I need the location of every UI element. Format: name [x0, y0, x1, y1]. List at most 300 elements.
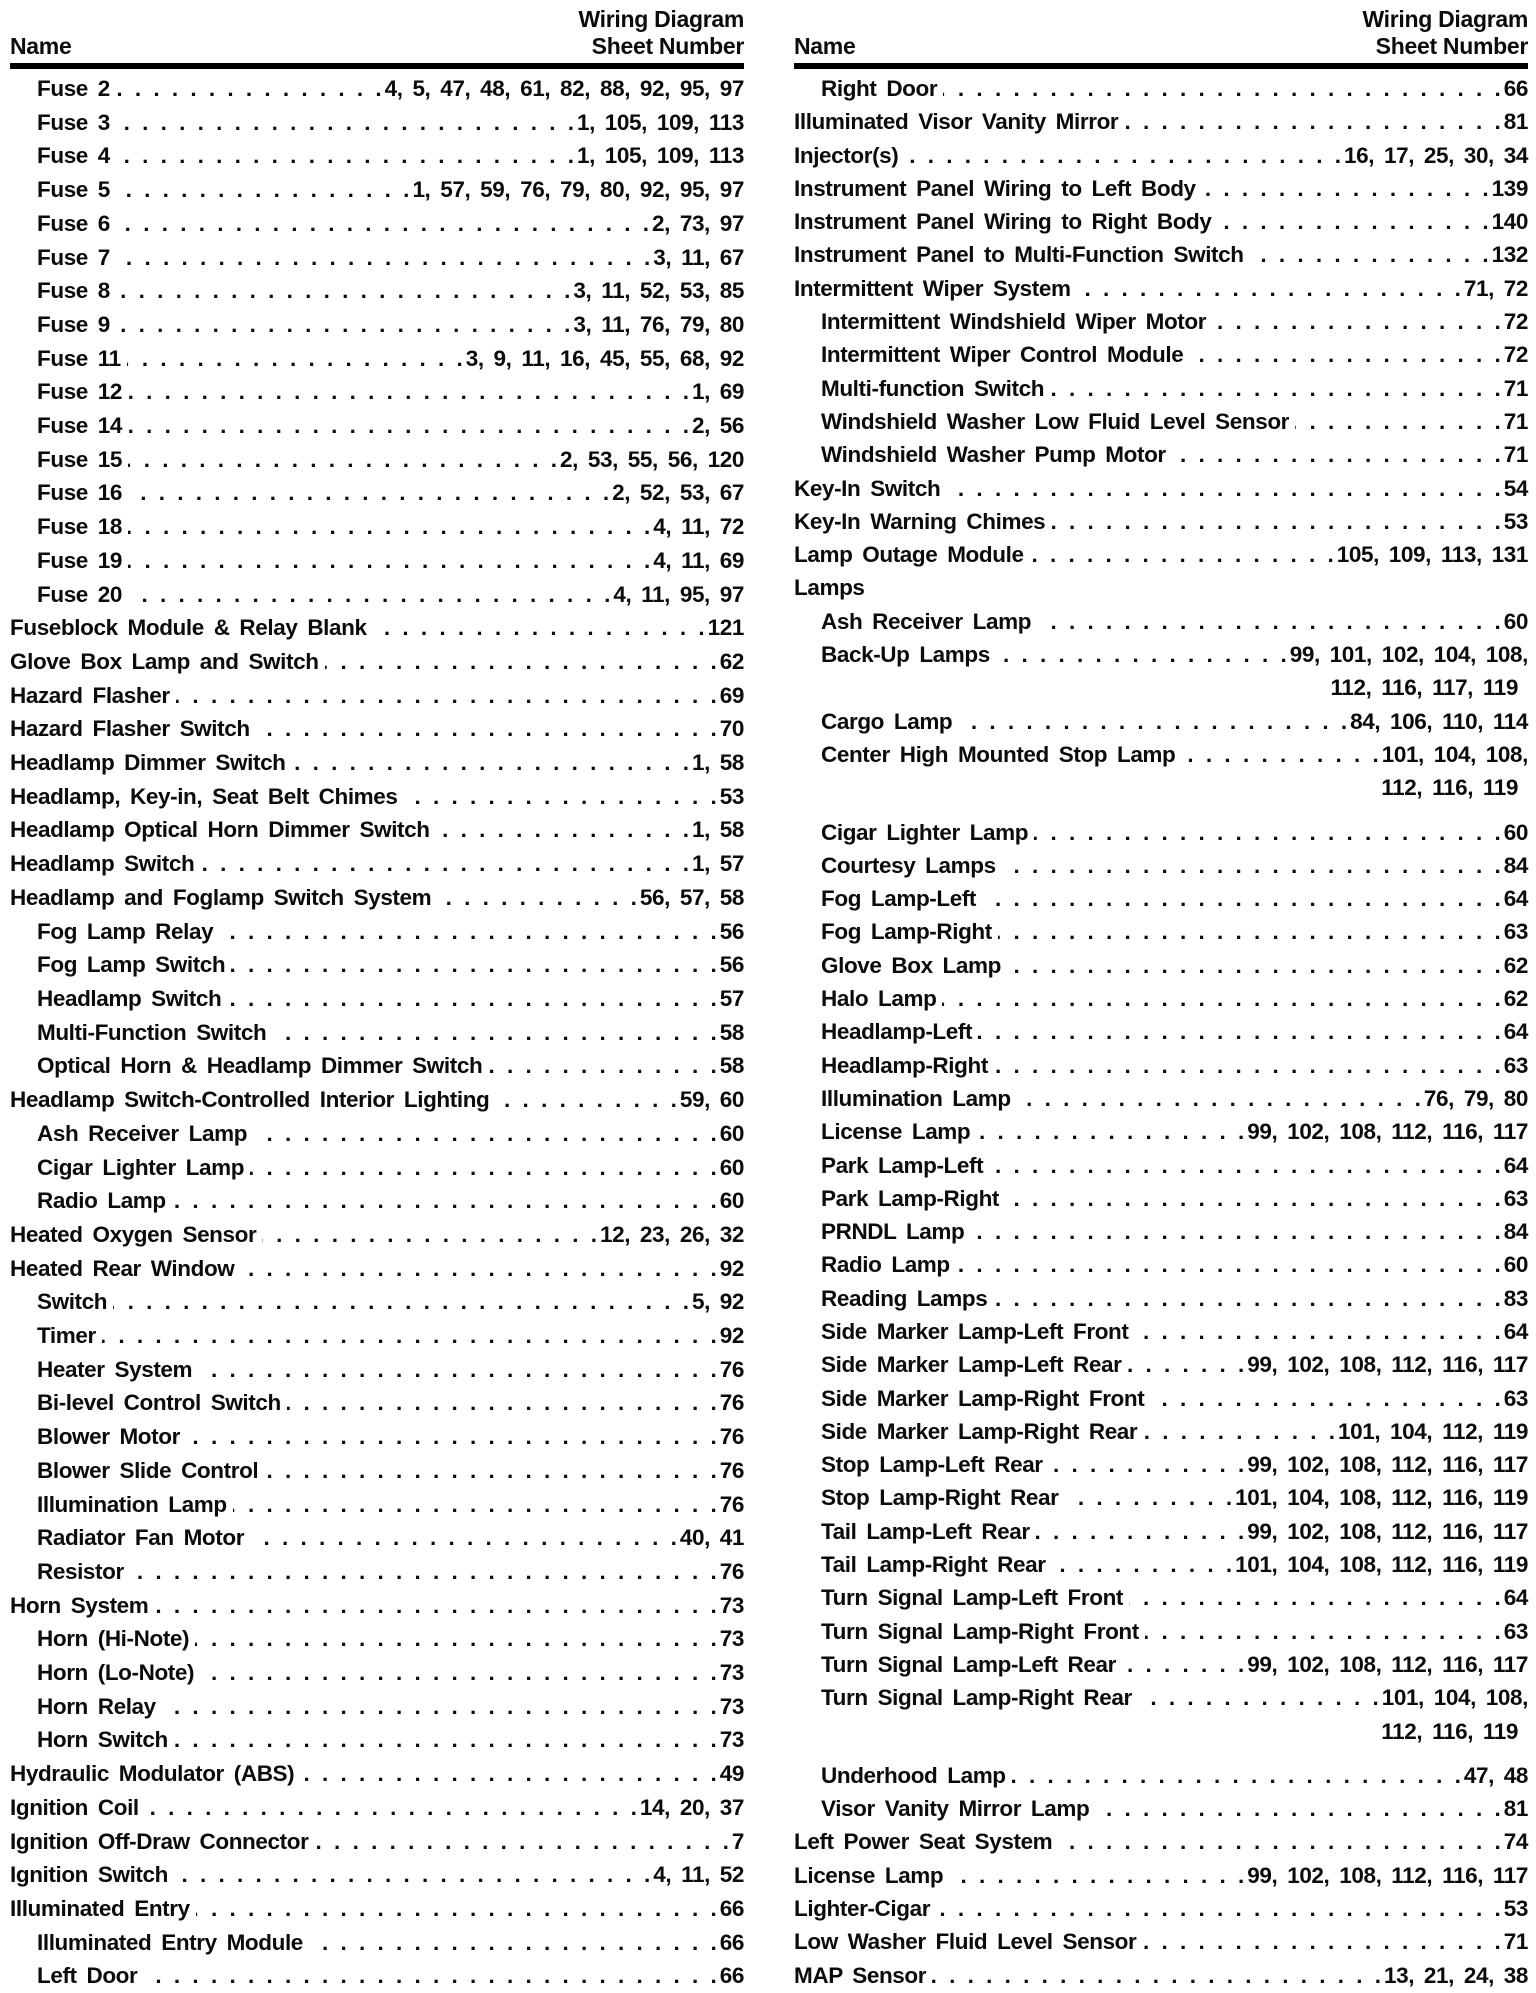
sheet-numbers: 64 — [1503, 886, 1528, 912]
index-row — [10, 847, 744, 881]
sheet-numbers: 71 — [1503, 1929, 1528, 1955]
index-row — [10, 1353, 744, 1387]
index-entries-right — [794, 69, 1528, 1992]
index-row — [794, 305, 1528, 338]
entry-name: Fuse 7 — [37, 244, 110, 270]
entry-name: Halo Lamp — [821, 986, 937, 1012]
sheet-numbers: 64 — [1503, 1318, 1528, 1344]
dot-leader — [1049, 1448, 1248, 1481]
entry-name: Multi-Function Switch — [37, 1019, 267, 1045]
sheet-numbers: 99, 102, 108, 112, 116, 117 — [1247, 1862, 1528, 1888]
index-row — [10, 578, 744, 612]
entry-name: Fuse 6 — [37, 210, 110, 236]
entry-name: Fuse 12 — [37, 379, 122, 405]
dot-leader — [250, 1151, 720, 1185]
index-row — [10, 780, 744, 814]
index-row — [794, 1049, 1528, 1082]
index-row — [10, 1117, 744, 1151]
index-row — [794, 1082, 1528, 1115]
index-row — [10, 308, 744, 342]
dot-leader — [436, 813, 692, 847]
sheet-numbers: 73 — [719, 1592, 744, 1618]
dot-leader — [195, 1622, 720, 1656]
dot-leader — [116, 274, 574, 308]
sheet-numbers: 76 — [719, 1390, 744, 1416]
index-row — [794, 1581, 1528, 1614]
dot-leader — [993, 1282, 1503, 1315]
index-column-right — [794, 6, 1528, 1990]
sheet-numbers: 53 — [1503, 508, 1528, 534]
dot-leader — [287, 1386, 720, 1420]
index-row — [794, 1715, 1528, 1748]
dot-leader — [116, 207, 652, 241]
index-row — [10, 106, 744, 140]
entry-name: Headlamp Dimmer Switch — [10, 750, 286, 776]
dot-leader — [495, 1083, 679, 1117]
sheet-numbers: 53 — [1503, 1896, 1528, 1922]
sheet-numbers: 71 — [1503, 408, 1528, 434]
index-row — [794, 1015, 1528, 1048]
index-row — [794, 372, 1528, 405]
entry-name: Instrument Panel to Multi-Function Switch — [794, 242, 1244, 268]
dot-leader — [936, 1892, 1504, 1925]
index-row — [10, 1589, 744, 1623]
entry-name: Fuse 14 — [37, 413, 122, 439]
dot-leader — [932, 1959, 1384, 1992]
dot-leader — [942, 982, 1503, 1015]
sheet-numbers: 1, 58 — [691, 750, 744, 776]
entry-name: Side Marker Lamp-Right Rear — [821, 1418, 1138, 1444]
dot-leader — [116, 139, 577, 173]
entry-name: Fuse 2 — [37, 76, 110, 101]
entry-name: Stop Lamp-Right Rear — [821, 1485, 1059, 1511]
entry-name: Horn (Hi-Note) — [37, 1626, 190, 1652]
sheet-numbers: 1, 57 — [691, 851, 744, 877]
dot-leader — [102, 1319, 720, 1353]
dot-leader — [264, 1454, 720, 1488]
sheet-numbers: 121 — [707, 615, 744, 641]
index-row — [10, 1386, 744, 1420]
entry-name: Fuse 8 — [37, 278, 110, 304]
sheet-numbers: 76 — [719, 1356, 744, 1382]
dot-leader — [982, 882, 1504, 915]
dot-leader — [128, 476, 612, 510]
index-row — [794, 771, 1528, 804]
dot-leader — [943, 72, 1504, 105]
dot-leader — [128, 578, 613, 612]
entry-name: Lighter-Cigar — [794, 1896, 931, 1922]
index-row — [794, 982, 1528, 1015]
sheet-numbers: 84, 106, 110, 114 — [1350, 708, 1528, 734]
index-row — [794, 1481, 1528, 1514]
index-row — [794, 1548, 1528, 1581]
sheet-numbers: 99, 101, 102, 104, 108, — [1289, 642, 1528, 668]
dot-leader — [1250, 238, 1492, 271]
entry-name: Illumination Lamp — [37, 1491, 227, 1517]
index-row — [10, 1858, 744, 1892]
dot-leader — [1012, 1759, 1464, 1792]
sheet-numbers: 99, 102, 108, 112, 116, 117 — [1247, 1119, 1528, 1145]
entry-name: Injector(s) — [794, 142, 899, 168]
dot-leader — [1145, 1615, 1504, 1648]
index-row — [10, 915, 744, 949]
index-row — [794, 571, 1528, 604]
entry-name: Fuse 19 — [37, 547, 122, 573]
sheet-numbers: 57 — [719, 985, 744, 1011]
entry-name: Radio Lamp — [821, 1252, 950, 1278]
sheet-numbers: 3, 11, 76, 79, 80 — [573, 311, 744, 337]
index-row — [794, 1348, 1528, 1381]
entry-name: PRNDL Lamp — [821, 1219, 965, 1245]
sheet-numbers: 58 — [719, 1019, 744, 1045]
dot-leader — [1017, 1082, 1424, 1115]
index-row — [794, 1959, 1528, 1992]
index-row — [794, 1282, 1528, 1315]
index-row — [10, 342, 744, 376]
dot-leader — [1138, 1681, 1382, 1714]
sheet-numbers: 99, 102, 108, 112, 116, 117 — [1247, 1518, 1528, 1544]
sheet-numbers: 60 — [719, 1154, 744, 1180]
sheet-numbers: 76 — [719, 1457, 744, 1483]
entry-name: Headlamp Switch — [10, 851, 195, 877]
name-column-label: Name — [794, 33, 856, 59]
index-row — [10, 173, 744, 207]
index-row — [794, 1415, 1528, 1448]
dot-leader — [227, 982, 719, 1016]
entry-name: Heated Oxygen Sensor — [10, 1221, 257, 1247]
dot-leader — [958, 705, 1350, 738]
index-row — [10, 982, 744, 1016]
entry-name: Fuse 4 — [37, 143, 110, 169]
sheet-numbers: 139 — [1491, 175, 1528, 201]
dot-leader — [309, 1926, 720, 1960]
index-row — [794, 605, 1528, 638]
sheet-numbers: 2, 52, 53, 67 — [612, 480, 744, 506]
index-row — [10, 948, 744, 982]
sheet-numbers: 2, 56 — [691, 413, 744, 439]
index-row — [10, 1454, 744, 1488]
index-row — [794, 472, 1528, 505]
entry-name: Blower Motor — [37, 1424, 180, 1450]
entry-name: Park Lamp-Left — [821, 1152, 984, 1178]
index-row — [10, 1218, 744, 1252]
entry-name: Ash Receiver Lamp — [821, 608, 1032, 634]
dot-leader — [116, 308, 574, 342]
index-row — [794, 1149, 1528, 1182]
sheet-numbers: 71 — [1503, 375, 1528, 401]
index-row — [794, 1859, 1528, 1892]
index-row — [10, 1016, 744, 1050]
sheet-numbers: 66 — [719, 1963, 744, 1989]
dot-leader — [262, 1218, 600, 1252]
index-row — [794, 338, 1528, 371]
entry-name: Fuse 11 — [37, 345, 121, 371]
index-row — [794, 205, 1528, 238]
sheet-numbers: 101, 104, 108, 112, 116, 119 — [1235, 1552, 1528, 1578]
entry-name: Right Door — [821, 76, 938, 101]
entry-name: License Lamp — [794, 1862, 944, 1888]
dot-leader — [1124, 105, 1503, 138]
sheet-numbers: 101, 104, 108, 112, 116, 119 — [1235, 1485, 1528, 1511]
dot-leader — [1058, 1825, 1503, 1858]
sheet-numbers: 63 — [1503, 919, 1528, 945]
entry-name: Fuse 15 — [37, 446, 122, 472]
sheet-numbers: 3, 9, 11, 16, 45, 55, 68, 92 — [465, 345, 744, 371]
dot-leader — [1189, 338, 1503, 371]
dot-leader — [200, 1656, 720, 1690]
index-row — [794, 1648, 1528, 1681]
index-row — [794, 238, 1528, 271]
entry-name: Headlamp Switch — [37, 985, 222, 1011]
entry-name: Fog Lamp-Right — [821, 919, 992, 945]
sheet-numbers: 101, 104, 112, 119 — [1338, 1418, 1528, 1444]
sheet-numbers: 81 — [1503, 109, 1528, 135]
entry-name: Ignition Off-Draw Connector — [10, 1828, 309, 1854]
index-row — [10, 1656, 744, 1690]
dot-leader — [1036, 1515, 1248, 1548]
sheet-numbers: 81 — [1503, 1796, 1528, 1822]
dot-leader — [488, 1049, 719, 1083]
dot-leader — [1051, 505, 1503, 538]
index-row — [10, 679, 744, 713]
dot-leader — [1034, 816, 1504, 849]
dot-leader — [200, 847, 692, 881]
entry-name: Horn System — [10, 1592, 149, 1618]
index-row — [794, 1382, 1528, 1415]
sheet-numbers: 53 — [719, 783, 744, 809]
sheet-numbers: 3, 11, 52, 53, 85 — [573, 278, 744, 304]
sheet-numbers: 132 — [1491, 242, 1528, 268]
dot-leader — [1007, 949, 1504, 982]
entry-name: Key-In Warning Chimes — [794, 508, 1046, 534]
dot-leader — [127, 342, 466, 376]
dot-leader — [998, 915, 1504, 948]
dot-leader — [186, 1420, 720, 1454]
sheet-numbers: 58 — [719, 1053, 744, 1079]
sheet-numbers: 105, 109, 113, 131 — [1336, 542, 1528, 568]
dot-leader — [1135, 1315, 1504, 1348]
sheet-numbers: 112, 116, 119 — [1381, 1718, 1518, 1744]
sheet-numbers: 84 — [1503, 852, 1528, 878]
dot-leader — [128, 409, 692, 443]
dot-leader — [1143, 1415, 1338, 1448]
index-row — [794, 816, 1528, 849]
index-row — [10, 1555, 744, 1589]
column-header — [10, 6, 744, 69]
sheet-numbers: 66 — [719, 1929, 744, 1955]
dot-leader — [272, 1016, 719, 1050]
sheet-numbers: 4, 11, 72 — [653, 514, 744, 540]
dot-leader — [1095, 1792, 1503, 1825]
index-row — [10, 274, 744, 308]
index-row — [10, 1319, 744, 1353]
dot-leader — [1077, 272, 1464, 305]
sheet-numbers: 92 — [719, 1323, 744, 1349]
index-row — [794, 72, 1528, 105]
dot-leader — [1037, 605, 1504, 638]
sheet-numbers: 62 — [1503, 952, 1528, 978]
index-row — [10, 881, 744, 915]
entry-name: Lamp Outage Module — [794, 542, 1024, 568]
index-row — [794, 438, 1528, 471]
entry-name: Turn Signal Lamp-Right Front — [821, 1618, 1139, 1644]
sheet-numbers: 56 — [719, 952, 744, 978]
dot-leader — [116, 173, 413, 207]
index-row — [10, 1521, 744, 1555]
index-row — [794, 638, 1528, 671]
dot-leader — [116, 72, 385, 106]
index-row — [794, 1892, 1528, 1925]
sheet-numbers: 40, 41 — [679, 1525, 744, 1551]
entry-name: Visor Vanity Mirror Lamp — [821, 1796, 1090, 1822]
index-row — [794, 139, 1528, 172]
entry-name: Glove Box Lamp and Switch — [10, 648, 319, 674]
index-row — [10, 1959, 744, 1993]
entry-name: Fog Lamp Relay — [37, 918, 214, 944]
entry-name: Cigar Lighter Lamp — [821, 819, 1029, 845]
entry-name: Fuse 18 — [37, 514, 122, 540]
dot-leader — [994, 1049, 1504, 1082]
entry-name: Reading Lamps — [821, 1285, 988, 1311]
sheet-numbers: 63 — [1503, 1618, 1528, 1644]
sheet-numbers: 66 — [1503, 76, 1528, 101]
sheet-label-line1: Wiring Diagram — [578, 6, 744, 32]
dot-leader — [145, 1791, 640, 1825]
sheet-numbers: 62 — [719, 648, 744, 674]
dot-leader — [949, 1859, 1247, 1892]
dot-leader — [1181, 738, 1381, 771]
sheet-numbers: 2, 53, 55, 56, 120 — [560, 446, 744, 472]
dot-leader — [174, 1723, 720, 1757]
sheet-numbers: 49 — [719, 1761, 744, 1787]
sheet-number-column-label — [1362, 6, 1528, 60]
sheet-numbers: 74 — [1503, 1829, 1528, 1855]
sheet-numbers: 4, 5, 47, 48, 61, 82, 88, 92, 95, 97 — [384, 76, 744, 101]
index-column-left — [10, 6, 744, 1990]
dot-leader — [128, 443, 560, 477]
dot-leader — [1127, 1348, 1247, 1381]
index-row — [794, 405, 1528, 438]
sheet-numbers: 73 — [719, 1660, 744, 1686]
sheet-numbers: 64 — [1503, 1585, 1528, 1611]
dot-leader — [404, 780, 720, 814]
sheet-numbers: 7 — [731, 1828, 744, 1854]
dot-leader — [143, 1959, 719, 1993]
sheet-numbers: 73 — [719, 1727, 744, 1753]
index-row — [794, 949, 1528, 982]
sheet-numbers: 64 — [1503, 1019, 1528, 1045]
entry-name: Windshield Washer Pump Motor — [821, 442, 1166, 468]
entry-name: Left Power Seat System — [794, 1829, 1053, 1855]
entry-name: Stop Lamp-Left Rear — [821, 1452, 1043, 1478]
sheet-numbers: 71, 72 — [1463, 275, 1528, 301]
entry-name: Ash Receiver Lamp — [37, 1120, 248, 1146]
entry-name: Multi-function Switch — [821, 375, 1045, 401]
sheet-numbers: 92 — [719, 1255, 744, 1281]
index-row — [10, 1926, 744, 1960]
index-row — [10, 1252, 744, 1286]
sheet-numbers: 5, 92 — [691, 1289, 744, 1315]
dot-leader — [1172, 438, 1504, 471]
dot-leader — [325, 645, 720, 679]
sheet-numbers: 64 — [1503, 1152, 1528, 1178]
entry-name: Headlamp-Left — [821, 1019, 973, 1045]
dot-leader — [373, 611, 708, 645]
index-row — [794, 882, 1528, 915]
sheet-numbers: 73 — [719, 1626, 744, 1652]
entry-name: Turn Signal Lamp-Right Rear — [821, 1685, 1132, 1711]
entry-name: Instrument Panel Wiring to Right Body — [794, 209, 1212, 235]
index-entries-left — [10, 69, 744, 1993]
index-row — [794, 105, 1528, 138]
sheet-numbers: 73 — [719, 1693, 744, 1719]
sheet-numbers: 101, 104, 108, — [1381, 1685, 1528, 1711]
entry-name: Headlamp, Key-in, Seat Belt Chimes — [10, 783, 398, 809]
sheet-numbers: 76 — [719, 1424, 744, 1450]
index-row — [794, 705, 1528, 738]
index-row — [794, 172, 1528, 205]
index-row — [10, 476, 744, 510]
column-header — [794, 6, 1528, 69]
sheet-numbers: 99, 102, 108, 112, 116, 117 — [1247, 1452, 1528, 1478]
name-column-label: Name — [10, 33, 72, 59]
index-row — [10, 375, 744, 409]
dot-leader — [1065, 1481, 1236, 1514]
entry-name: Underhood Lamp — [821, 1762, 1006, 1788]
entry-name: Illuminated Visor Vanity Mirror — [794, 109, 1119, 135]
sheet-numbers: 99, 102, 108, 112, 116, 117 — [1247, 1651, 1528, 1677]
sheet-numbers: 112, 116, 117, 119 — [1330, 675, 1518, 701]
index-row — [10, 1791, 744, 1825]
entry-name: Turn Signal Lamp-Left Front — [821, 1585, 1124, 1611]
dot-leader — [1212, 305, 1504, 338]
sheet-numbers: 4, 11, 95, 97 — [613, 581, 744, 607]
entry-name: Radiator Fan Motor — [37, 1525, 245, 1551]
index-row — [10, 1825, 744, 1859]
index-row — [10, 1151, 744, 1185]
entry-name: Switch — [37, 1289, 108, 1315]
sheet-numbers: 63 — [1503, 1052, 1528, 1078]
dot-leader — [1129, 1581, 1504, 1614]
entry-name: Radio Lamp — [37, 1188, 166, 1214]
dot-leader — [970, 1215, 1503, 1248]
entry-name: Side Marker Lamp-Left Front — [821, 1318, 1129, 1344]
dot-leader — [130, 1555, 720, 1589]
entry-name: Hydraulic Modulator (ABS) — [10, 1761, 295, 1787]
entry-name: Center High Mounted Stop Lamp — [821, 741, 1176, 767]
entry-name: Tail Lamp-Right Rear — [821, 1552, 1046, 1578]
entry-name: Horn (Lo-Note) — [37, 1660, 195, 1686]
index-row — [794, 738, 1528, 771]
dot-leader — [113, 1285, 692, 1319]
dot-leader — [1050, 372, 1504, 405]
sheet-numbers: 60 — [1503, 1252, 1528, 1278]
sheet-numbers: 54 — [1503, 475, 1528, 501]
dot-leader — [176, 679, 720, 713]
dot-leader — [292, 746, 692, 780]
dot-leader — [1150, 1382, 1503, 1415]
entry-name: Side Marker Lamp-Right Front — [821, 1385, 1145, 1411]
dot-leader — [253, 1117, 720, 1151]
index-row — [10, 1690, 744, 1724]
sheet-numbers: 66 — [719, 1895, 744, 1921]
sheet-numbers: 60 — [719, 1188, 744, 1214]
dot-leader — [1052, 1548, 1236, 1581]
index-row — [794, 1925, 1528, 1958]
sheet-numbers: 59, 60 — [679, 1087, 744, 1113]
dot-leader — [116, 106, 577, 140]
sheet-numbers: 112, 116, 119 — [1381, 775, 1518, 801]
